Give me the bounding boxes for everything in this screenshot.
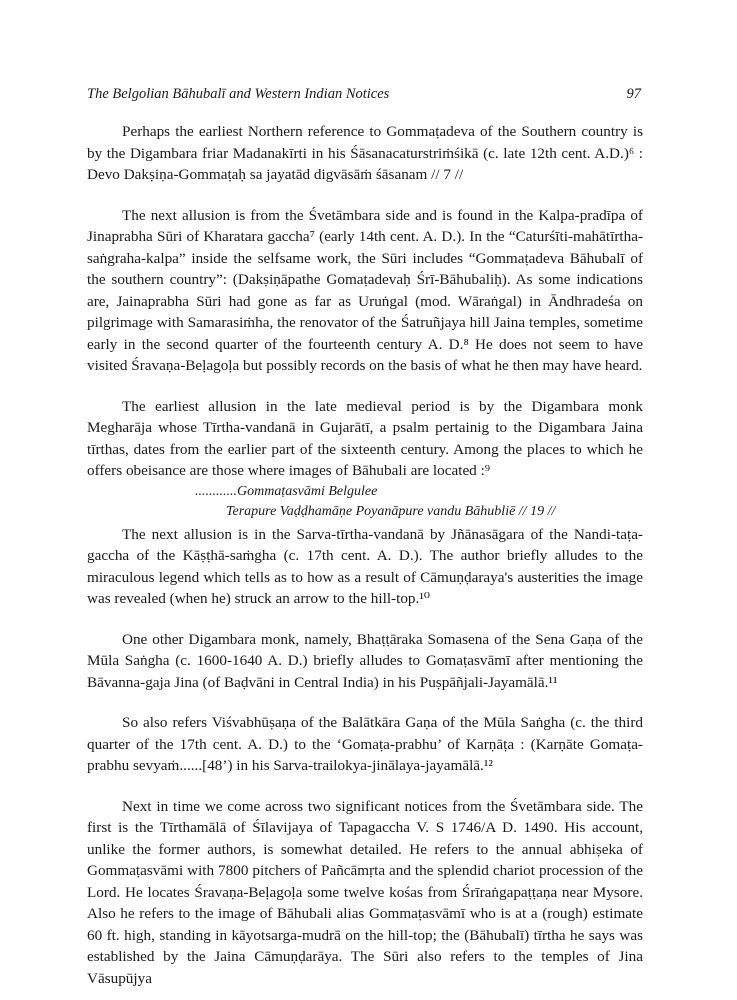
paragraph: Perhaps the earliest Northern reference to Gommaṭadeva of the Southern country is by the Digambara friar Madanakīrti in his Śāsanacaturstriṁśikā (c. late 12th cent. A.D.)⁶ : Devo Dakṣiṇa-Gommaṭaḥ sa jayatād digvāsāṁ śāsanam // 7 //	[87, 123, 643, 183]
page-number: 97	[626, 86, 641, 102]
page-header	[87, 86, 641, 108]
paragraph: The next allusion is from the Śvetāmbara side and is found in the Kalpa-pradīpa of Jinaprabha Sūri of Kharatara gaccha⁷ (early 14th cent. A. D.). In the “Caturśīti-mahātīrtha-saṅgraha-kalpa” inside the selfsame work, the Sūri includes “Gommaṭadeva Bāhubalī of the southern country”: (Dakṣiṇāpathe Gomaṭadevaḥ Śrī-Bāhubaliḥ). As some indications are, Jainaprabha Sūri had gone as far as Uruṅgal (mod. Wāraṅgal) in Āndhradeśa on pilgrimage with Samarasiṁha, the renovator of the Śatruñjaya hill Jaina temples, sometime early in the second quarter of the fourteenth century A. D.⁸ He does not seem to have visited Śravaṇa-Beḷagoḷa but possibly records on the basis of what he then may have heard.	[87, 206, 643, 374]
paragraph: The earliest allusion in the late medieval period is by the Digambara monk Megharāja whose Tīrtha-vandanā in Gujarātī, a psalm pertainig to the Digambara Jaina tīrthas, dates from the earlier part of the sixteenth century. Among the places to which he offers obeisance are those where images of Bāhubali are located :⁹	[87, 397, 643, 479]
page-body	[87, 121, 643, 989]
running-head: The Belgolian Bāhubalī and Western Indian Notices	[87, 86, 390, 102]
paragraph: Next in time we come across two significant notices from the Śvetāmbara side. The first is the Tīrthamālā of Śīlavijaya of Tapagaccha V. S 1746/A D. 1490. His account, unlike the former authors, is somewhat detailed. He refers to the annual abhiṣeka of Gommaṭasvāmi with 7800 pitchers of Pañcāmṛta and the splendid chariot procession of the Lord. He locates Śravaṇa-Beḷagoḷa some twelve kośas from Śrīraṅgapaṭṭaṇa near Mysore. Also he refers to the image of Bāhubali alias Gommaṭasvāmī who is at a (rough) estimate 60 ft. high, standing in kāyotsarga-mudrā on the hill-top; the (Bāhubalī) tīrtha he says was established by the Jaina Cāmuṇḍarāya. The Sūri also refers to the temples of Jina Vāsupūjya	[87, 797, 643, 987]
verse-line: ............Gommaṭasvāmi Belgulee	[195, 483, 378, 499]
paragraph: So also refers Viśvabhūṣaṇa of the Balātkāra Gaṇa of the Mūla Saṅgha (c. the third quarter of the 17th cent. A. D.) to the ‘Gomaṭa-prabhu’ of Karṇāṭa : (Karṇāte Gomaṭa-prabhu sevyaṁ......[48’) in his Sarva-trailokya-jinālaya-jayamālā.¹²	[87, 714, 643, 774]
paragraph: One other Digambara monk, namely, Bhaṭṭāraka Somasena of the Sena Gaṇa of the Mūla Saṅgha (c. 1600-1640 A. D.) briefly alludes to Gomaṭasvāmī after mentioning the Bāvanna-gaja Jina (of Baḍvāni in Central India) in his Puṣpāñjali-Jayamālā.¹¹	[87, 630, 643, 691]
paragraph: The next allusion is in the Sarva-tīrtha-vandanā by Jñānasāgara of the Nandi-taṭa-gaccha of the Kāṣṭhā-saṁgha (c. 17th cent. A. D.). The author briefly alludes to the miraculous legend which tells as to how as a result of Cāmuṇḍaraya's austerities the image was revealed (when he) struck an arrow to the hill-top.¹⁰	[87, 525, 643, 607]
verse-line: Terapure Vaḍḍhamāṇe Poyanāpure vandu Bāhubliē // 19 //	[226, 503, 556, 519]
